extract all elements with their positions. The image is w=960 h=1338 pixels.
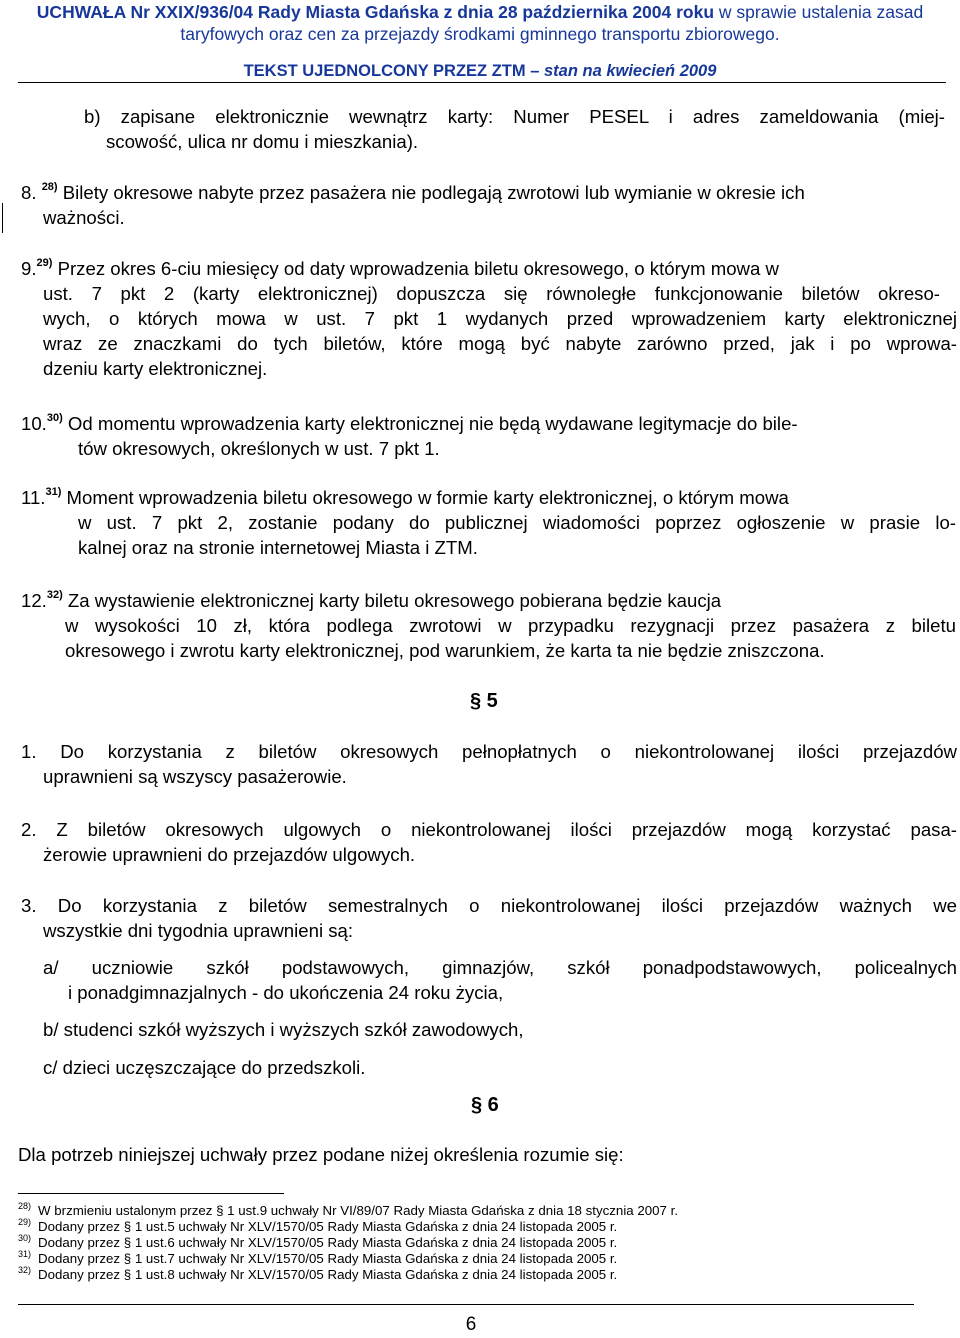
consolidated-suffix: stan na kwiecień 2009 <box>543 62 717 80</box>
item-8-line2: ważności. <box>43 207 125 228</box>
section-5-sub-a-line1: a/ uczniowie szkół podstawowych, gimnazjów, szkół ponadpodstawowych, policealnych <box>43 957 957 978</box>
header-title-bold: UCHWAŁA Nr XXIX/936/04 Rady Miasta Gdańska z dnia 28 października 2004 roku <box>36 2 715 22</box>
item-b-line1: b) zapisane elektronicznie wewnątrz karty: Numer PESEL i adres zameldowania (miej- <box>84 106 945 127</box>
consolidated-prefix: TEKST UJEDNOLCONY PRZEZ ZTM – <box>243 62 540 80</box>
header-title-line1 <box>0 1 960 23</box>
item-10-text1: Od momentu wprowadzenia karty elektronicznej nie będą wydawane legitymacje do bile- <box>62 413 798 434</box>
footnote-ref-32: 32) <box>46 588 63 601</box>
item-12-text1: Za wystawienie elektronicznej karty biletu okresowego pobierana będzie kaucja <box>62 590 722 611</box>
item-12-line2: w wysokości 10 zł, która podlega zwrotowi w przypadku rezygnacji przez pasażera z biletu <box>65 615 956 636</box>
footnote-ref-31: 31) <box>45 485 62 498</box>
item-12-number: 12. <box>21 590 47 611</box>
section-5-item-2-line1: 2. Z biletów okresowych ulgowych o niekontrolowanej ilości przejazdów mogą korzystać pasa- <box>21 819 957 840</box>
page-number: 6 <box>465 1314 477 1335</box>
item-9-line1 <box>21 257 960 281</box>
section-6-intro: Dla potrzeb niniejszej uchwały przez podane niżej określenia rozumie się: <box>18 1144 624 1165</box>
footnote-32 <box>18 1264 618 1283</box>
section-5-sub-a-line2: i ponadgimnazjalnych - do ukończenia 24 roku życia, <box>68 982 504 1003</box>
item-12-line3: okresowego i zwrotu karty elektronicznej, pod warunkiem, że karta ta nie będzie zniszczona. <box>65 640 825 661</box>
item-11-line3: kalnej oraz na stronie internetowej Miasta i ZTM. <box>78 537 478 558</box>
item-11-line2: w ust. 7 pkt 2, zostanie podany do publicznej wiadomości poprzez ogłoszenie w prasie lo- <box>78 512 956 533</box>
item-9-number: 9. <box>21 258 37 279</box>
footnote-mark: 32) <box>18 1264 32 1275</box>
section-5-sub-b: b/ studenci szkół wyższych i wyższych szkół zawodowych, <box>43 1019 524 1040</box>
page-header <box>0 0 960 92</box>
section-6-heading: § 6 <box>471 1094 499 1116</box>
footnote-text: Dodany przez § 1 ust.6 uchwały Nr XLV/1570/05 Rady Miasta Gdańska z dnia 24 listopada 2005 r. <box>38 1235 618 1250</box>
footnote-ref-29: 29) <box>36 256 53 269</box>
item-9-line5: dzeniu karty elektronicznej. <box>43 358 268 379</box>
header-divider <box>18 82 946 83</box>
footnote-mark: 31) <box>18 1248 32 1259</box>
item-10-number: 10. <box>21 413 47 434</box>
section-5-sub-c: c/ dzieci uczęszczające do przedszkoli. <box>43 1057 366 1078</box>
item-12-line1 <box>21 589 960 613</box>
section-5-item-3-line1: 3. Do korzystania z biletów semestralnych o niekontrolowanej ilości przejazdów ważnych we <box>21 895 957 916</box>
footer-divider <box>18 1304 914 1305</box>
footnote-text: Dodany przez § 1 ust.8 uchwały Nr XLV/1570/05 Rady Miasta Gdańska z dnia 24 listopada 2005 r. <box>38 1267 618 1282</box>
section-5-item-1-line1: 1. Do korzystania z biletów okresowych pełnopłatnych o niekontrolowanej ilości przejazdów <box>21 741 957 762</box>
footnote-ref-30: 30) <box>46 411 63 424</box>
item-11-text1: Moment wprowadzenia biletu okresowego w formie karty elektronicznej, o którym mowa <box>61 487 789 508</box>
footnote-divider <box>18 1193 284 1194</box>
footnote-mark: 29) <box>18 1216 32 1227</box>
header-consolidated-note <box>0 61 960 81</box>
change-bar <box>2 203 3 233</box>
item-9-line2: ust. 7 pkt 2 (karty elektronicznej) dopuszcza się równoległe funkcjonowanie biletów okreso- <box>43 283 940 304</box>
header-title-line2: taryfowych oraz cen za przejazdy środkami gminnego transportu zbiorowego. <box>180 24 780 44</box>
footnote-ref-28: 28) <box>41 180 58 193</box>
item-8-text1: Bilety okresowe nabyte przez pasażera nie podlegają zwrotowi lub wymianie w okresie ich <box>57 182 805 203</box>
item-10-line2: tów okresowych, określonych w ust. 7 pkt 1. <box>78 438 440 459</box>
section-5-item-1-line2: uprawnieni są wszyscy pasażerowie. <box>43 766 347 787</box>
item-11-number: 11. <box>21 487 46 508</box>
footnote-mark: 30) <box>18 1232 32 1243</box>
item-9-line3: wych, o których mowa w ust. 7 pkt 1 wydanych przed wprowadzeniem karty elektronicznej <box>43 308 957 329</box>
item-11-line1 <box>21 486 960 510</box>
header-title-rest: w sprawie ustalenia zasad <box>718 2 924 22</box>
item-9-line4: wraz ze znaczkami do tych biletów, które mogą być nabyte zarówno przed, jak i po wprowa- <box>43 333 957 354</box>
footnote-text: W brzmieniu ustalonym przez § 1 ust.9 uchwały Nr VI/89/07 Rady Miasta Gdańska z dnia 18 stycznia 2007 r. <box>38 1203 679 1218</box>
item-b-line2: scowość, ulica nr domu i mieszkania). <box>106 131 419 152</box>
section-5-item-3-line2: wszystkie dni tygodnia uprawnieni są: <box>43 920 354 941</box>
item-8-number: 8. <box>21 182 37 203</box>
item-8-line1 <box>21 181 960 205</box>
item-9-text1: Przez okres 6-ciu miesięcy od daty wprowadzenia biletu okresowego, o którym mowa w <box>52 258 779 279</box>
section-5-heading: § 5 <box>470 690 498 712</box>
item-10-line1 <box>21 412 960 436</box>
section-5-item-2-line2: żerowie uprawnieni do przejazdów ulgowych. <box>43 844 416 865</box>
footnote-text: Dodany przez § 1 ust.5 uchwały Nr XLV/1570/05 Rady Miasta Gdańska z dnia 24 listopada 2005 r. <box>38 1219 618 1234</box>
footnote-text: Dodany przez § 1 ust.7 uchwały Nr XLV/1570/05 Rady Miasta Gdańska z dnia 24 listopada 2005 r. <box>38 1251 618 1266</box>
footnote-mark: 28) <box>18 1200 32 1211</box>
